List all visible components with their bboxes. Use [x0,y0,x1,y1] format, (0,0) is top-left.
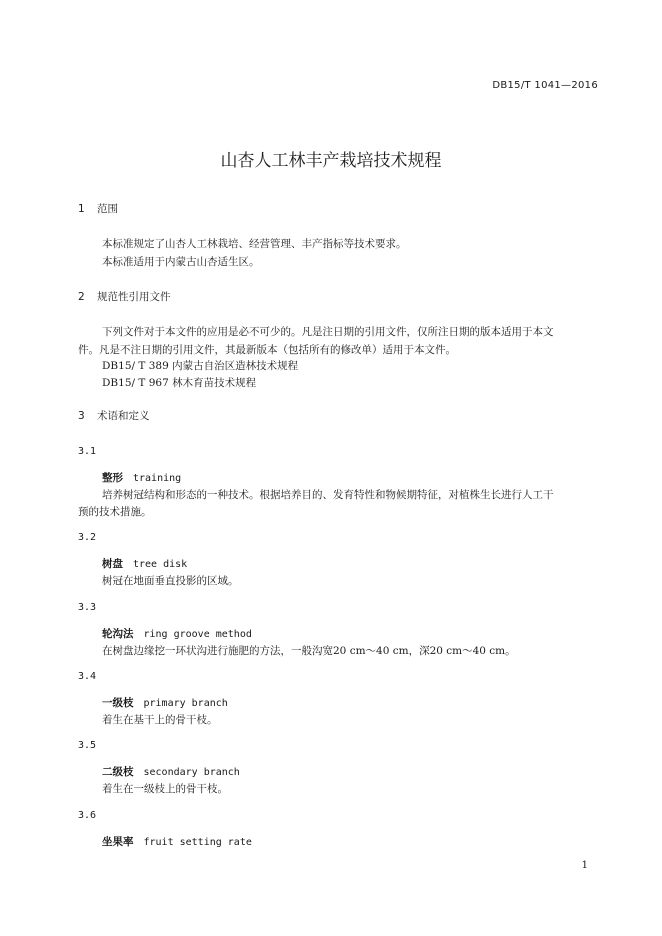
definition-line: 着生在一级枝上的骨干枝。 [102,783,228,795]
document-title: 山杏人工林丰产栽培技术规程 [220,151,442,171]
term-english: training [133,473,182,484]
term-entry [102,470,181,485]
section-heading-normative-references [78,289,171,304]
definition-line: 在树盘边缘挖一环状沟进行施肥的方法，一般沟宽20 cm～40 cm，深20 cm～40 cm。 [102,645,516,657]
reference-item: DB15/ T 967 林木育苗技术规程 [102,377,257,389]
definition-line: 着生在基干上的骨干枝。 [102,714,218,726]
term-chinese: 轮沟法 [102,628,134,640]
paragraph: 本标准适用于内蒙古山杏适生区。 [102,256,260,268]
reference-item: DB15/ T 389 内蒙古自治区造林技术规程 [102,360,299,372]
clause-number: 3.6 [78,810,97,821]
clause-number: 3.1 [78,446,97,457]
section-number: 2 [78,291,85,303]
definition-line: 培养树冠结构和形态的一种技术。根据培养目的、发育特性和物候期特征，对植株生长进行人工干 [102,489,554,501]
term-entry [102,626,252,641]
term-english: primary branch [143,698,228,709]
section-title: 规范性引用文件 [97,291,171,303]
term-chinese: 树盘 [102,558,123,570]
page-number: 1 [581,860,588,871]
term-entry [102,834,252,849]
section-number: 1 [78,203,85,215]
term-english: tree disk [133,559,188,570]
term-entry [102,764,240,779]
term-english: ring groove method [143,629,252,640]
section-title: 术语和定义 [97,410,150,422]
term-chinese: 二级枝 [102,766,134,778]
term-chinese: 一级枝 [102,697,134,709]
definition-line: 预的技术措施。 [78,506,152,518]
term-chinese: 坐果率 [102,836,134,848]
paragraph: 本标准规定了山杏人工林栽培、经营管理、丰产指标等技术要求。 [102,238,407,250]
clause-number: 3.3 [78,602,97,613]
section-heading-terms-definitions [78,408,150,423]
paragraph-line: 件。凡是不注日期的引用文件，其最新版本（包括所有的修改单）适用于本文件。 [78,344,456,356]
section-title: 范围 [97,203,118,215]
section-number: 3 [78,410,85,422]
term-entry [102,556,187,571]
term-english: secondary branch [143,767,240,778]
standard-number: DB15/T 1041—2016 [492,80,598,91]
clause-number: 3.4 [78,671,97,682]
paragraph-line: 下列文件对于本文件的应用是必不可少的。凡是注日期的引用文件，仅所注日期的版本适用于本文 [102,326,554,338]
clause-number: 3.2 [78,532,97,543]
clause-number: 3.5 [78,740,97,751]
section-heading-scope [78,201,118,216]
term-entry [102,695,228,710]
term-english: fruit setting rate [143,837,252,848]
definition-line: 树冠在地面垂直投影的区域。 [102,575,239,587]
term-chinese: 整形 [102,472,123,484]
